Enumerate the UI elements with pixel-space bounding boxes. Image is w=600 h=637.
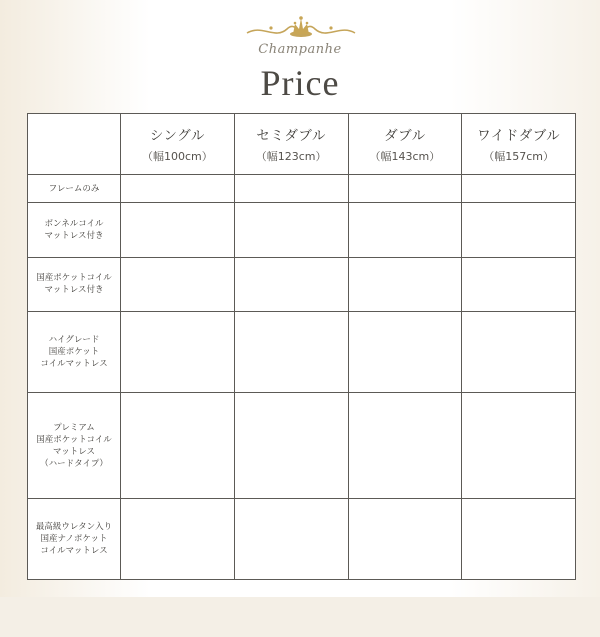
price-cell [348, 312, 462, 393]
price-cell [462, 203, 576, 257]
column-name: ダブル [384, 128, 426, 144]
price-cell [462, 175, 576, 203]
table-row [28, 203, 576, 257]
table-row [28, 312, 576, 393]
row-header-bonnell-coil: ボンネルコイル マットレス付き [28, 203, 121, 257]
column-header-semi-double [234, 114, 348, 175]
row-header-frame-only: フレームのみ [28, 175, 121, 203]
column-header-single [121, 114, 235, 175]
price-cell [348, 499, 462, 580]
price-cell [121, 392, 235, 499]
column-width: （幅157cm） [483, 150, 554, 163]
table-row [28, 499, 576, 580]
price-cell [121, 175, 235, 203]
price-cell [121, 257, 235, 311]
price-cell [462, 392, 576, 499]
price-cell [234, 257, 348, 311]
column-header-double [348, 114, 462, 175]
price-cell [121, 203, 235, 257]
price-table [27, 113, 576, 580]
ornament-divider-icon [97, 14, 505, 42]
table-header-row [28, 114, 576, 175]
price-cell [462, 312, 576, 393]
price-cell [462, 257, 576, 311]
price-cell [348, 392, 462, 499]
column-header-wide-double [462, 114, 576, 175]
price-cell [234, 175, 348, 203]
page-title: Price [260, 63, 340, 103]
row-header-premium-pocket-hard: プレミアム 国産ポケットコイル マットレス （ハードタイプ） [28, 392, 121, 499]
price-cell [234, 499, 348, 580]
price-cell [121, 499, 235, 580]
table-row [28, 392, 576, 499]
table-corner-cell [28, 114, 121, 175]
row-header-pocket-coil: 国産ポケットコイル マットレス付き [28, 257, 121, 311]
price-cell [234, 203, 348, 257]
price-cell [121, 312, 235, 393]
table-row [28, 175, 576, 203]
column-name: シングル [149, 128, 205, 144]
column-name: セミダブル [256, 128, 326, 144]
row-header-high-grade-pocket: ハイグレード 国産ポケット コイルマットレス [28, 312, 121, 393]
column-name: ワイドダブル [477, 128, 561, 144]
price-header [0, 0, 600, 112]
row-header-urethane-nano-pocket: 最高級ウレタン入り 国産ナノポケット コイルマットレス [28, 499, 121, 580]
price-cell [462, 499, 576, 580]
price-cell [348, 175, 462, 203]
price-cell [348, 257, 462, 311]
price-cell [234, 392, 348, 499]
price-cell [234, 312, 348, 393]
price-cell [348, 203, 462, 257]
column-width: （幅123cm） [255, 150, 327, 163]
column-width: （幅143cm） [369, 150, 441, 163]
column-width: （幅100cm） [141, 150, 213, 163]
collection-subtitle: Champanhe [258, 42, 342, 57]
table-row [28, 257, 576, 311]
